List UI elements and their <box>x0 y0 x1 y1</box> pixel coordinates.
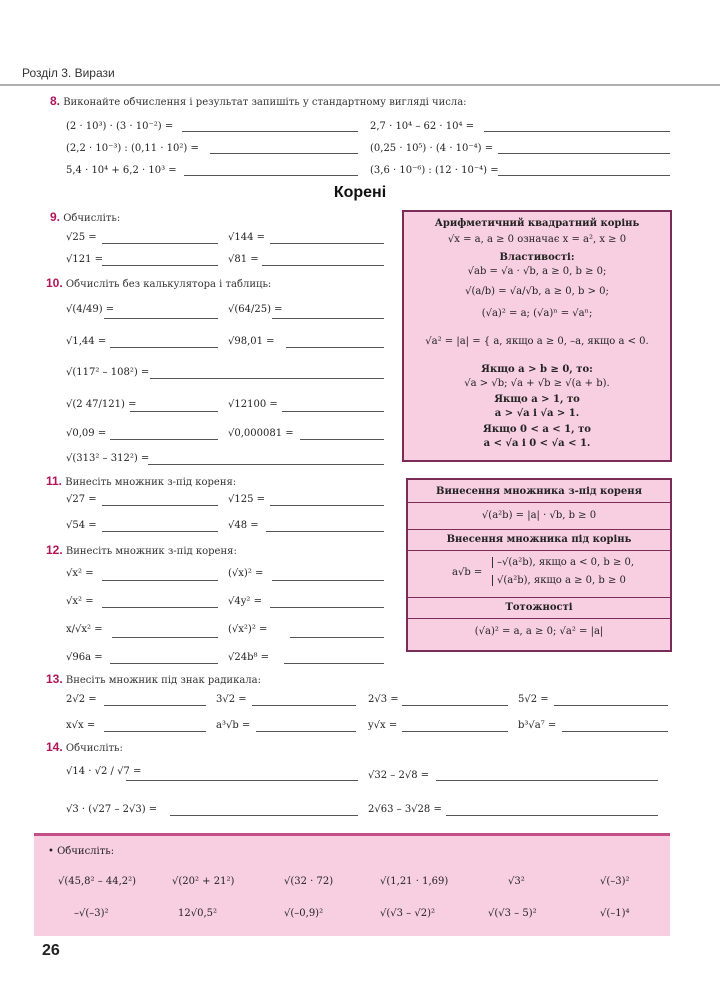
answer-line[interactable] <box>498 175 670 176</box>
theory-box-factor-rules <box>406 478 672 652</box>
answer-line[interactable] <box>110 663 218 664</box>
task-text: Винесіть множник з-під кореня: <box>65 477 237 488</box>
expression: √14 · √2 / √7 = <box>66 766 142 777</box>
answer-line[interactable] <box>402 705 508 706</box>
cell <box>408 598 670 619</box>
formula-case: –√(a²b), якщо a < 0, b ≥ 0, <box>492 557 634 568</box>
exercise: –√(–3)² <box>74 908 109 919</box>
answer-line[interactable] <box>554 705 668 706</box>
expression: 5,4 · 10⁴ + 6,2 · 10³ = <box>66 165 177 176</box>
exercise: √(–0,9)² <box>284 908 324 919</box>
answer-line[interactable] <box>104 705 206 706</box>
formula: (√a)² = a, a ≥ 0; √a² = |a| <box>474 626 604 637</box>
task-text: Обчисліть: <box>65 743 123 754</box>
expression: (2 · 10³) · (3 · 10⁻²) = <box>66 121 174 132</box>
expression: √27 = <box>66 494 97 505</box>
header-divider <box>0 84 720 86</box>
cell <box>408 503 670 530</box>
answer-line[interactable] <box>270 607 384 608</box>
extra-exercises <box>34 833 670 936</box>
properties-title: Властивості: <box>499 252 575 263</box>
formula-case: √(a²b), якщо a ≥ 0, b ≥ 0 <box>492 575 626 586</box>
answer-line[interactable] <box>270 505 384 506</box>
expression: √24b⁸ = <box>228 652 270 663</box>
answer-line[interactable] <box>102 531 218 532</box>
property: a < √a і 0 < √a < 1. <box>483 438 591 449</box>
expression: √3 · (√27 – 2√3) = <box>66 804 158 815</box>
box-title: Арифметичний квадратний корінь <box>434 218 640 229</box>
expression: √98,01 = <box>228 336 275 347</box>
answer-line[interactable] <box>102 243 218 244</box>
answer-line[interactable] <box>252 705 356 706</box>
task-13 <box>46 672 261 686</box>
task-12 <box>46 543 237 557</box>
expression: √81 = <box>228 254 259 265</box>
section-header: Розділ 3. Вирази <box>22 66 115 80</box>
expression: √48 = <box>228 520 259 531</box>
cell-title: Внесення множника під корінь <box>446 534 632 545</box>
task-number: 11. <box>46 474 63 488</box>
answer-line[interactable] <box>484 131 670 132</box>
expression: √(313² – 312²) = <box>66 453 150 464</box>
expression: (0,25 · 10⁵) · (4 · 10⁻⁴) = <box>370 143 494 154</box>
property: a > √a і √a > 1. <box>494 408 580 419</box>
answer-line[interactable] <box>104 318 218 319</box>
task-text: Обчисліть без калькулятора і таблиць: <box>65 279 272 290</box>
exercise: √3² <box>508 876 525 887</box>
answer-line[interactable] <box>282 411 384 412</box>
cell <box>408 530 670 551</box>
answer-line[interactable] <box>148 464 384 465</box>
expression: 2√3 = <box>368 694 399 705</box>
answer-line[interactable] <box>562 731 668 732</box>
answer-line[interactable] <box>150 378 384 379</box>
property: √ab = √a · √b, a ≥ 0, b ≥ 0; <box>467 266 607 277</box>
answer-line[interactable] <box>402 731 508 732</box>
expression: a³√b = <box>216 720 251 731</box>
property: √(a/b) = √a/√b, a ≥ 0, b > 0; <box>465 286 609 297</box>
property: √a > √b; √a + √b ≥ √(a + b). <box>464 378 610 389</box>
answer-line[interactable] <box>286 347 384 348</box>
exercise: √(–1)⁴ <box>600 908 630 919</box>
cell-title: Тотожності <box>505 602 573 613</box>
expression: (√x)² = <box>228 568 264 579</box>
expression: 5√2 = <box>518 694 549 705</box>
expression: √0,09 = <box>66 428 107 439</box>
task-number: 9. <box>50 210 61 224</box>
expression: √x² = <box>66 596 94 607</box>
expression: 2,7 · 10⁴ – 62 · 10⁴ = <box>370 121 475 132</box>
answer-line[interactable] <box>266 531 384 532</box>
expression: x/√x² = <box>66 624 103 635</box>
theory-box-square-root <box>402 210 672 462</box>
task-11 <box>46 474 236 488</box>
answer-line[interactable] <box>110 439 218 440</box>
answer-line[interactable] <box>184 175 358 176</box>
expression: √25 = <box>66 232 97 243</box>
section-heading: Корені <box>333 184 387 201</box>
expression: (√x²)² = <box>228 624 268 635</box>
property-cond: Якщо 0 < a < 1, то <box>483 424 591 435</box>
expression: (2,2 · 10⁻³) : (0,11 · 10²) = <box>66 143 199 154</box>
expression: √96a = <box>66 652 103 663</box>
answer-line[interactable] <box>272 580 384 581</box>
task-text: Винесіть множник з-під кореня: <box>65 546 237 557</box>
task-8 <box>50 94 467 108</box>
task-number: 14. <box>46 740 63 754</box>
expression: √144 = <box>228 232 266 243</box>
definition: √x = a, a ≥ 0 означає x = a², x ≥ 0 <box>447 234 627 245</box>
exercise: √(1,21 · 1,69) <box>380 876 449 887</box>
expression: √0,000081 = <box>228 428 294 439</box>
expression: √(117² – 108²) = <box>66 367 150 378</box>
answer-line[interactable] <box>182 131 358 132</box>
task-9 <box>50 210 120 224</box>
answer-line[interactable] <box>110 347 218 348</box>
answer-line[interactable] <box>102 505 218 506</box>
answer-line[interactable] <box>436 780 658 781</box>
answer-line[interactable] <box>104 731 206 732</box>
expression: y√x = <box>368 720 398 731</box>
exercise: √(45,8² – 44,2²) <box>58 876 137 887</box>
exercise: 12√0,5² <box>178 908 218 919</box>
expression: √x² = <box>66 568 94 579</box>
answer-line[interactable] <box>290 637 384 638</box>
answer-line[interactable] <box>126 780 358 781</box>
task-text: Обчисліть: <box>63 213 121 224</box>
cell <box>408 551 670 598</box>
answer-line[interactable] <box>256 731 356 732</box>
formula-prefix: a√b = <box>452 567 483 578</box>
expression: √(4/49) = <box>66 304 115 315</box>
task-14 <box>46 740 123 754</box>
answer-line[interactable] <box>272 318 384 319</box>
answer-line[interactable] <box>102 580 218 581</box>
answer-line[interactable] <box>262 265 384 266</box>
expression: b³√a⁷ = <box>518 720 557 731</box>
task-text: Внесіть множник під знак радикала: <box>65 675 261 686</box>
cell-title: Винесення множника з-під кореня <box>436 486 642 497</box>
answer-line[interactable] <box>112 637 218 638</box>
answer-line[interactable] <box>170 815 358 816</box>
exercise: √(√3 – √2)² <box>380 908 436 919</box>
answer-line[interactable] <box>130 411 218 412</box>
exercise: √(20² + 21²) <box>172 876 235 887</box>
expression: 3√2 = <box>216 694 247 705</box>
expression: √12100 = <box>228 399 278 410</box>
expression: x√x = <box>66 720 96 731</box>
answer-line[interactable] <box>498 153 670 154</box>
property: (√a)² = a; (√a)ⁿ = √aⁿ; <box>481 308 593 319</box>
answer-line[interactable] <box>446 815 658 816</box>
expression: √54 = <box>66 520 97 531</box>
expression: √121 = <box>66 254 104 265</box>
expression: √32 – 2√8 = <box>368 770 430 781</box>
expression: √125 = <box>228 494 266 505</box>
expression: (3,6 · 10⁻⁶) : (12 · 10⁻⁴) = <box>370 165 499 176</box>
task-number: 13. <box>46 672 63 686</box>
formula: √(a²b) = |a| · √b, b ≥ 0 <box>481 510 597 521</box>
page-number: 26 <box>42 942 60 959</box>
exercise: √(32 · 72) <box>284 876 334 887</box>
property-cond: Якщо a > b ≥ 0, то: <box>481 364 593 375</box>
answer-line[interactable] <box>284 663 384 664</box>
property-cond: Якщо a > 1, то <box>494 394 580 405</box>
task-number: 12. <box>46 543 63 557</box>
expression: 2√2 = <box>66 694 97 705</box>
answer-line[interactable] <box>102 265 218 266</box>
expression: 2√63 – 3√28 = <box>368 804 442 815</box>
task-text: Виконайте обчислення і результат запишіть у стандартному вигляді числа: <box>63 97 467 108</box>
exercise: √(√3 – 5)² <box>488 908 537 919</box>
expression: √(2 47/121) = <box>66 399 137 410</box>
property: √a² = |a| = { a, якщо a ≥ 0, –a, якщо a < 0. <box>425 336 649 347</box>
expression: √4y² = <box>228 596 262 607</box>
answer-line[interactable] <box>270 243 384 244</box>
answer-line[interactable] <box>102 607 218 608</box>
exercise-label: • Обчисліть: <box>48 846 115 857</box>
answer-line[interactable] <box>210 153 358 154</box>
answer-line[interactable] <box>300 439 384 440</box>
task-number: 10. <box>46 276 63 290</box>
task-10 <box>46 276 271 290</box>
cell <box>408 480 670 503</box>
task-number: 8. <box>50 94 61 108</box>
exercise: √(–3)² <box>600 876 630 887</box>
expression: √(64/25) = <box>228 304 283 315</box>
expression: √1,44 = <box>66 336 107 347</box>
